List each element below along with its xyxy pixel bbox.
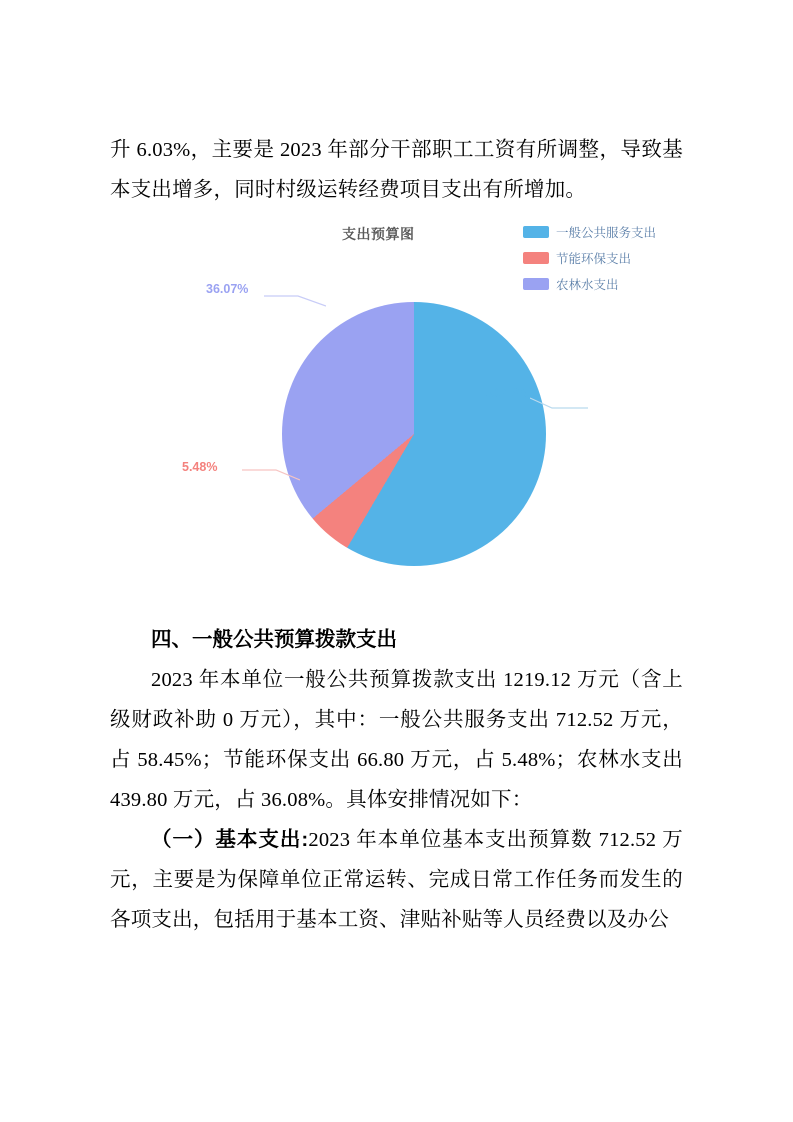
legend-label: 节能环保支出 xyxy=(556,252,632,266)
slice-percent-label-3: 36.07% xyxy=(206,282,249,296)
legend-swatch-icon xyxy=(523,252,549,264)
legend-swatch-icon xyxy=(523,226,549,238)
legend-swatch-icon xyxy=(523,278,549,290)
paragraph-basic-expenditure xyxy=(110,820,683,940)
slice-percent-label-1: 58.45% xyxy=(484,386,527,400)
leader-line-slice-2 xyxy=(228,466,300,482)
legend-item-energy-environment xyxy=(523,246,683,270)
expenditure-budget-pie-chart xyxy=(110,220,683,620)
chart-title: 支出预算图 xyxy=(342,226,415,242)
legend-item-agriculture-forestry-water xyxy=(523,272,683,296)
leader-line-slice-3 xyxy=(250,292,326,308)
paragraph-basic-expenditure-text: 2023 年本单位基本支出预算数 712.52 万元，主要是为保障单位正常运转、完成日常工作任务而发生的各项支出，包括用于基本工资、津贴补贴等人员经费以及办公 xyxy=(110,829,683,931)
paragraph-top: 升 6.03%，主要是 2023 年部分干部职工工资有所调整，导致基本支出增多，同时村级运转经费项目支出有所增加。 xyxy=(110,139,683,201)
legend-item-general-public-service xyxy=(523,220,683,244)
chart-legend xyxy=(523,220,683,298)
paragraph-basic-expenditure-label: （一）基本支出: xyxy=(151,828,309,851)
leader-line-slice-1 xyxy=(530,396,600,410)
pie-slices xyxy=(282,302,546,566)
slice-percent-label-2: 5.48% xyxy=(182,460,218,474)
paragraph-budget-expenditure: 2023 年本单位一般公共预算拨款支出 1219.12 万元（含上级财政补助 0 万元），其中：一般公共服务支出 712.52 万元，占 58.45%；节能环保支出 66.80 万元，占 5.48%；农林水支出 439.80 万元，占 36.08%。具体安排情况如下： xyxy=(110,669,683,811)
pie-graphic xyxy=(282,302,546,566)
legend-label: 一般公共服务支出 xyxy=(556,226,657,240)
legend-label: 农林水支出 xyxy=(556,278,619,292)
section-heading: 四、一般公共预算拨款支出 xyxy=(151,628,397,651)
